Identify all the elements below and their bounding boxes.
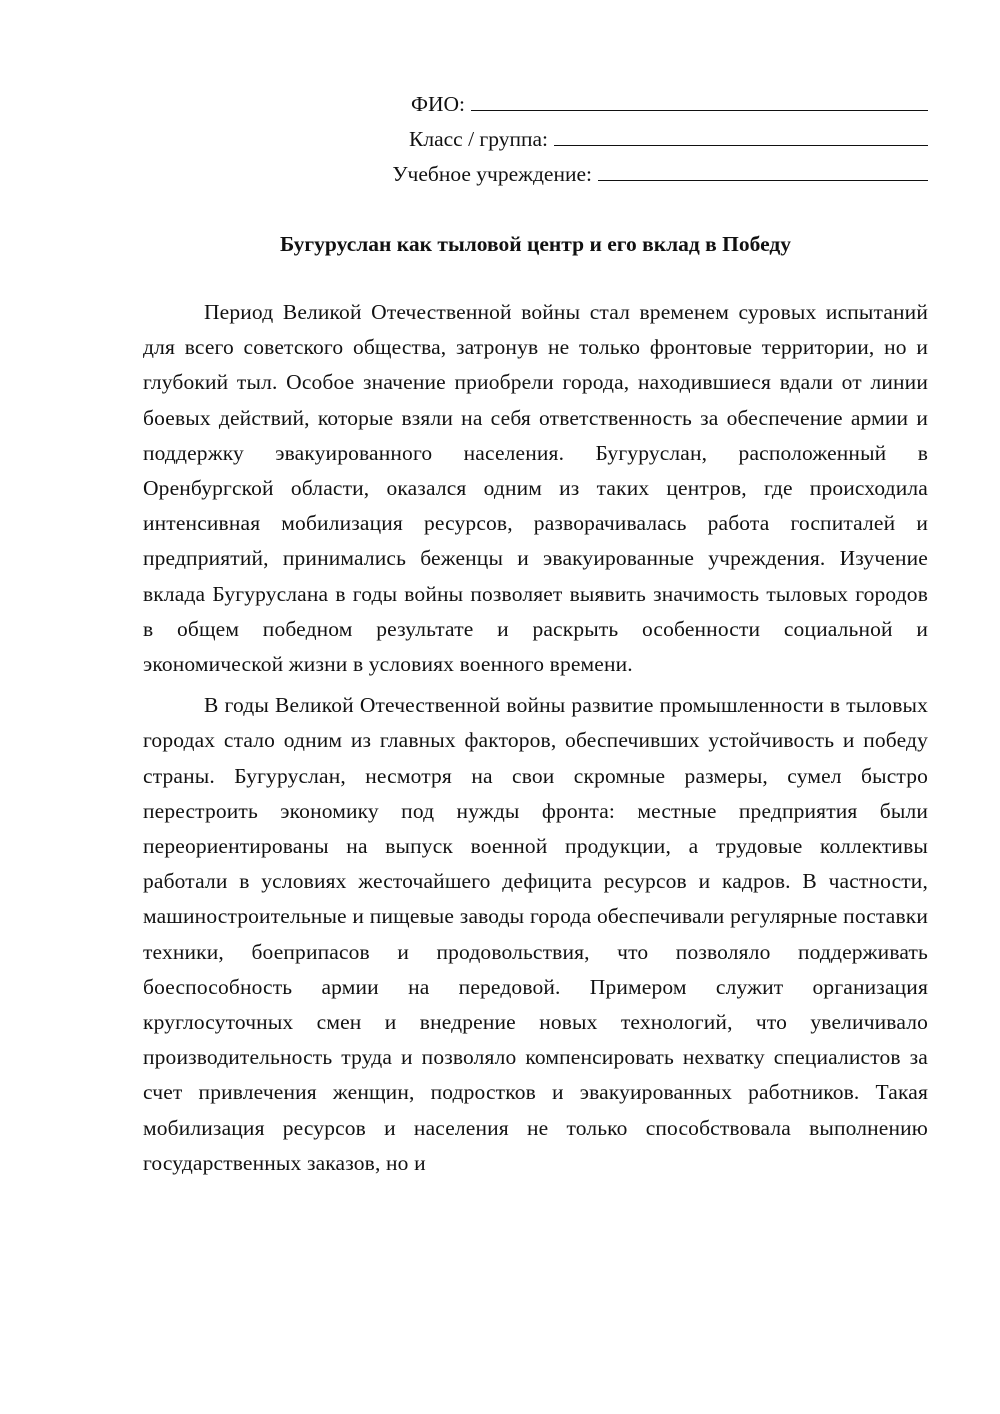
class-label: Класс / группа: bbox=[409, 127, 548, 151]
document-body bbox=[143, 295, 928, 1187]
document-title: Бугуруслан как тыловой центр и его вклад в Победу bbox=[279, 232, 791, 256]
fio-field[interactable] bbox=[328, 92, 928, 127]
school-label: Учебное учреждение: bbox=[392, 162, 592, 186]
paragraph-1: Период Великой Отечественной войны стал временем суровых испытаний для всего советского общества, затронув не только фронтовые территории, но и глубокий тыл. Особое значение приобрели города, находившиеся вдали от линии боевых действий, которые взяли на себя ответственность за обеспечение армии и поддержку эвакуированного населения. Бугуруслан, расположенный в Оренбургской области, оказался одним из таких центров, где происходила интенсивная мобилизация ресурсов, разворачивалась работа госпиталей и предприятий, принимались беженцы и эвакуированные учреждения. Изучение вклада Бугуруслана в годы войны позволяет выявить значимость тыловых городов в общем победном результате и раскрыть особенности социальной и экономической жизни в условиях военного времени. bbox=[143, 300, 928, 677]
school-blank-line[interactable] bbox=[598, 162, 928, 181]
paragraph-2: В годы Великой Отечественной войны развитие промышленности в тыловых городах стало одним из главных факторов, обеспечивших устойчивость и победу страны. Бугуруслан, несмотря на свои скромные размеры, сумел быстро перестроить экономику под нужды фронта: местные предприятия были переориентированы на выпуск военной продукции, а трудовые коллективы работали в условиях жесточайшего дефицита ресурсов и кадров. В частности, машиностроительные и пищевые заводы города обеспечивали регулярные поставки техники, боеприпасов и продовольствия, что позволяло поддерживать боеспособность армии на передовой. Примером служит организация круглосуточных смен и внедрение новых технологий, что увеличивало производительность труда и позволяло компенсировать нехватку специалистов за счет привлечения женщин, подростков и эвакуированных работников. Такая мобилизация ресурсов и населения не только способствовала выполнению государственных заказов, но и bbox=[143, 693, 928, 1175]
class-field[interactable] bbox=[328, 127, 928, 162]
fio-blank-line[interactable] bbox=[471, 92, 928, 111]
student-info-fields bbox=[328, 92, 928, 197]
school-field[interactable] bbox=[328, 162, 928, 197]
fio-label: ФИО: bbox=[410, 92, 465, 116]
class-blank-line[interactable] bbox=[554, 127, 928, 146]
